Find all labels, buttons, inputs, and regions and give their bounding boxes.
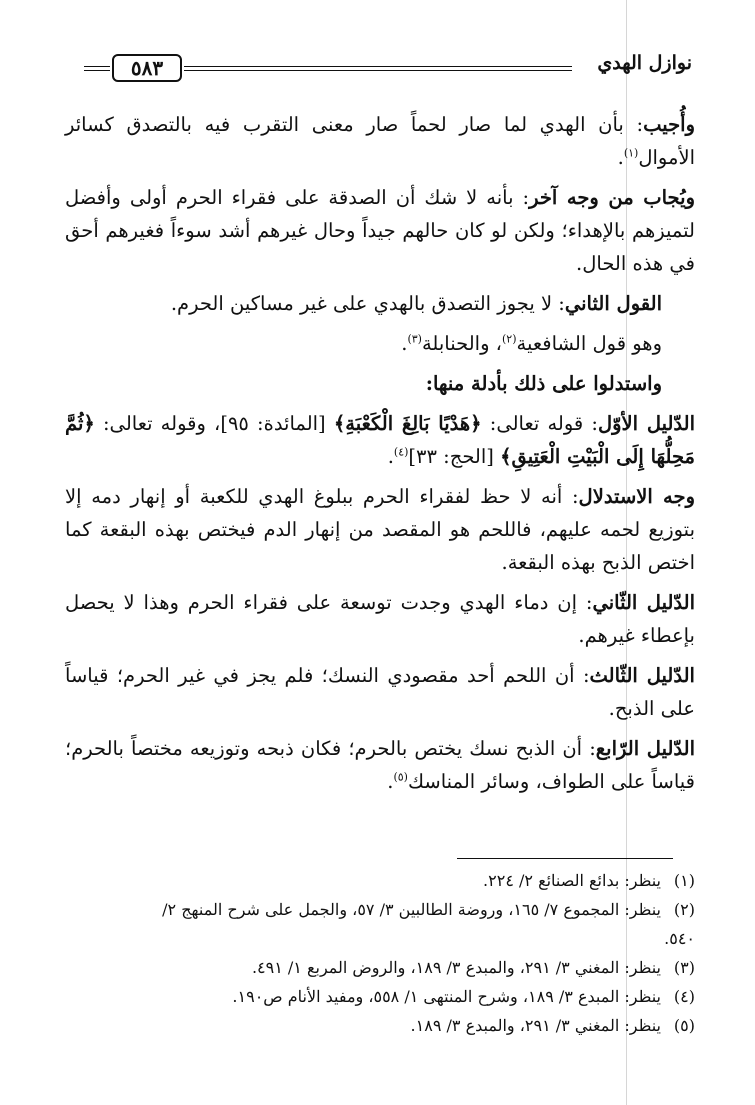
page-number: ٥٨٣ <box>130 56 164 80</box>
footnote-3 <box>63 953 695 982</box>
quran-verse: ﴿ثُمَّ مَحِلُّهَا إِلَى الْبَيْتِ الْعَتِيقِ﴾ <box>65 412 695 468</box>
footnote-1 <box>63 866 695 895</box>
paragraph-evidence-3 <box>65 659 695 725</box>
paragraph-lead: ويُجاب من وجه آخر <box>529 186 695 209</box>
header-rule-short-2 <box>84 70 110 71</box>
footnote-number: (٣) <box>673 958 695 977</box>
paragraph-lead: وجه الاستدلال <box>578 485 695 508</box>
paragraph-evidence-2 <box>65 586 695 652</box>
footnote-text: ينظر: المغني ٣/ ٢٩١، والمبدع ٣/ ١٨٩. <box>410 1016 661 1035</box>
paragraph-lead: وأُجيب <box>643 113 695 136</box>
quran-verse: ﴿هَدْيًا بَالِغَ الْكَعْبَةِ﴾ <box>333 412 482 435</box>
paragraph-second-opinion <box>65 287 695 320</box>
footnote-text: ينظر: المجموع ٧/ ١٦٥، وروضة الطالبين ٣/ ٥٧، والجمل على شرح المنهج ٢/ <box>162 900 661 919</box>
page-header <box>62 50 692 100</box>
footnote-number: (١) <box>673 871 695 890</box>
footnote-number: (٥) <box>673 1016 695 1035</box>
paragraph-answer <box>65 108 695 174</box>
paragraph-text: : أن الذبح نسك يختص بالحرم؛ فكان ذبحه وتوزيعه مختصاً بالحرم؛ قياساً على الطواف، وسائر المناسك <box>65 737 695 793</box>
paragraph-evidence-intro <box>65 367 695 400</box>
footnote-separator <box>457 858 673 859</box>
footnote-2-continued <box>63 924 695 953</box>
verse-reference: [المائدة: ٩٥]، وقوله تعالى: <box>94 412 334 435</box>
footnote-ref: (٣) <box>407 332 422 346</box>
paragraph-tail: . <box>401 332 408 355</box>
paragraph-lead: الدّليل الثّاني <box>592 591 695 614</box>
paragraph-text: وهو قول الشافعية <box>516 332 662 355</box>
paragraph-inference <box>65 480 695 579</box>
footnote-ref: (٥) <box>393 770 408 784</box>
paragraph-lead: الدّليل الثّالث <box>589 664 695 687</box>
paragraph-text: : قوله تعالى: <box>481 412 598 435</box>
paragraph-other-answer <box>65 181 695 280</box>
footnote-text: ينظر: المغني ٣/ ٢٩١، والمبدع ٣/ ١٨٩، والروض المربع ١/ ٤٩١. <box>251 958 661 977</box>
footnote-number: (٢) <box>673 900 695 919</box>
paragraph-text: : إن دماء الهدي وجدت توسعة على فقراء الحرم وهذا لا يحصل بإعطاء غيرهم. <box>65 591 695 647</box>
footnote-4 <box>63 982 695 1011</box>
paragraph-lead: واستدلوا على ذلك بأدلة منها: <box>425 372 662 395</box>
paragraph-lead: القول الثاني <box>564 292 662 315</box>
header-rule-long <box>184 66 572 67</box>
paragraph-schools <box>65 327 695 360</box>
paragraph-tail: . <box>617 146 624 169</box>
paragraph-text: : لا يجوز التصدق بالهدي على غير مساكين الحرم. <box>170 292 565 315</box>
paragraph-text: : بأن الهدي لما صار لحماً صار معنى التقرب فيه بالتصدق كسائر الأموال <box>65 113 695 169</box>
header-rule-short <box>84 66 110 67</box>
main-text <box>65 108 695 805</box>
footnotes <box>63 866 695 1040</box>
paragraph-text: : أن اللحم أحد مقصودي النسك؛ فلم يجز في غير الحرم؛ قياساً على الذبح. <box>65 664 695 720</box>
paragraph-tail: . <box>387 445 394 468</box>
paragraph-text: : أنه لا حظ لفقراء الحرم ببلوغ الهدي للكعبة أو إنهار دمه إلا بتوزيع لحمه عليهم، فاللحم هو المقصد من إنهار الدم فيختص بهذه البقعة كما اختص الذبح بهذه البقعة. <box>65 485 695 574</box>
page-number-box <box>112 54 182 82</box>
footnote-2 <box>63 895 695 924</box>
paragraph-text: : بأنه لا شك أن الصدقة على فقراء الحرم أولى وأفضل لتميزهم بالإهداء؛ ولكن لو كان حالهم جيداً وحال غيرهم أشد سوءاً فغيرهم أحق في هذه الحال. <box>65 186 695 275</box>
footnote-ref: (١) <box>623 146 639 160</box>
header-rule-long-2 <box>184 70 572 71</box>
footnote-text: ينظر: بدائع الصنائع ٢/ ٢٢٤. <box>483 871 661 890</box>
footnote-text: ٥٤٠. <box>664 929 695 948</box>
footnote-number: (٤) <box>673 987 695 1006</box>
footnote-5 <box>63 1011 695 1040</box>
footnote-text: ينظر: المبدع ٣/ ١٨٩، وشرح المنتهى ١/ ٥٥٨، ومفيد الأنام ص١٩٠. <box>232 987 661 1006</box>
paragraph-text: ، والحنابلة <box>421 332 502 355</box>
paragraph-lead: الدّليل الأوّل <box>597 412 696 435</box>
paragraph-evidence-4 <box>65 732 695 798</box>
footnote-ref: (٢) <box>501 332 517 346</box>
paragraph-evidence-1 <box>65 407 695 473</box>
running-head: نوازل الهدي <box>597 52 692 74</box>
paragraph-lead: الدّليل الرّابع <box>595 737 695 760</box>
verse-reference: [الحج: ٣٣] <box>408 445 501 468</box>
paragraph-tail: . <box>387 770 394 793</box>
footnote-ref: (٤) <box>393 445 409 459</box>
